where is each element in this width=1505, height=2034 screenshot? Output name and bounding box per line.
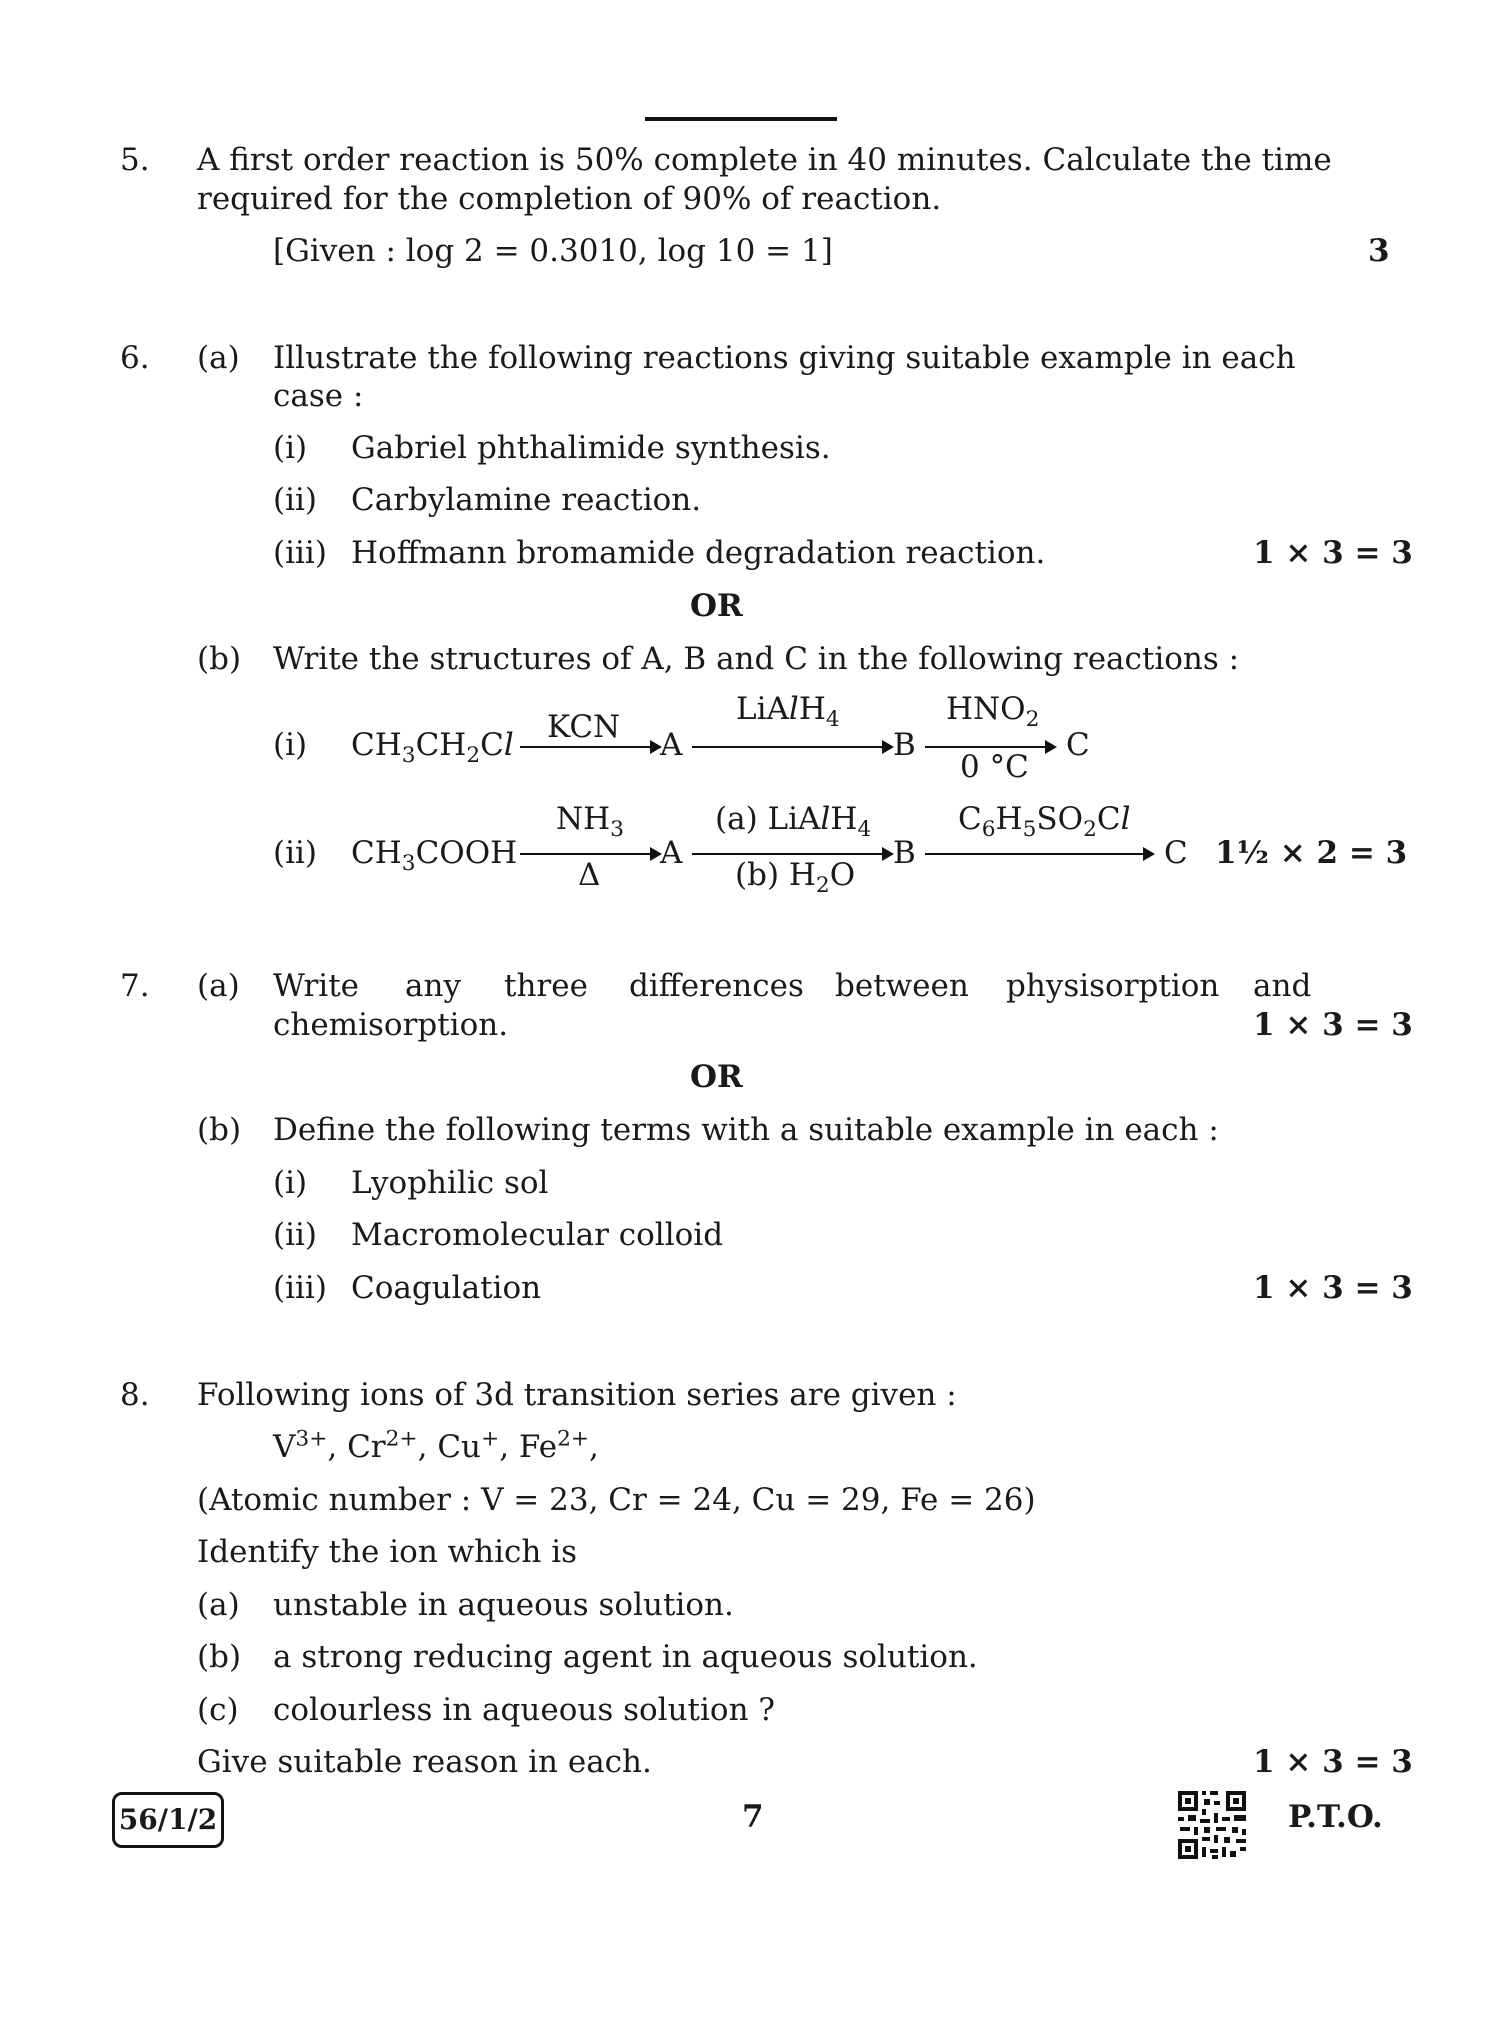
q7b-i-text: Lyophilic sol	[351, 1165, 549, 1201]
q7b-ii-text: Macromolecular colloid	[351, 1217, 724, 1253]
q7b-iii-label: (iii)	[273, 1270, 327, 1306]
q5-given: [Given : log 2 = 0.3010, log 10 = 1]	[273, 233, 833, 269]
q6b-marks: 1½ × 2 = 3	[1215, 835, 1408, 871]
reaction-arrow	[692, 746, 892, 748]
q5-line2: required for the completion of 90% of reaction.	[197, 181, 942, 217]
q7b-ii-label: (ii)	[273, 1217, 318, 1253]
q6a-ii-label: (ii)	[273, 482, 318, 518]
q7b-marks: 1 × 3 = 3	[1253, 1270, 1413, 1306]
q6b-reaction2-reagent1-top: $NH_3$	[556, 801, 624, 843]
q6b-text: Write the structures of A, B and C in the following reactions :	[273, 641, 1240, 677]
q8-line1: Following ions of 3d transition series are given :	[197, 1377, 957, 1413]
q5-line1: A first order reaction is 50% complete in 40 minutes. Calculate the time	[197, 142, 1332, 178]
q7a-line2: chemisorption.	[273, 1007, 509, 1043]
q6a-i-text: Gabriel phthalimide synthesis.	[351, 430, 831, 466]
q6a-ii-text: Carbylamine reaction.	[351, 482, 702, 518]
q6b-reaction1-B: B	[893, 727, 916, 763]
q6b-reaction2-reagent3: $C_6H_5SO_2Cl$	[958, 801, 1131, 843]
q6b-reaction1-C: C	[1066, 727, 1090, 763]
q6a-marks: 1 × 3 = 3	[1253, 535, 1413, 571]
q8-c-text: colourless in aqueous solution ?	[273, 1692, 776, 1728]
q6b-reaction1-reactant: $CH_3CH_2Cl$	[351, 727, 514, 769]
reaction-arrow	[692, 853, 892, 855]
q7b-text: Define the following terms with a suitable example in each :	[273, 1112, 1219, 1148]
q6b-reaction1-reagent3-bottom: 0 °C	[960, 749, 1029, 785]
q8-identify: Identify the ion which is	[197, 1534, 578, 1570]
q6b-reaction2-reagent2-bottom: (b) $H_2O$	[735, 857, 856, 899]
q7a-word-7: and	[1253, 968, 1312, 1004]
q5-number: 5.	[120, 142, 150, 178]
qr-code-icon	[1176, 1789, 1248, 1861]
top-rule	[645, 117, 837, 121]
q8-atomic-numbers: (Atomic number : V = 23, Cr = 24, Cu = 29, Fe = 26)	[197, 1482, 1036, 1518]
q8-b-label: (b)	[197, 1639, 242, 1675]
q7a-word-6: physisorption	[1006, 968, 1220, 1004]
q6b-reaction2-reagent1-bottom: Δ	[578, 857, 601, 893]
reaction-arrow	[925, 853, 1153, 855]
q6b-reaction1-label: (i)	[273, 727, 308, 763]
q6-number: 6.	[120, 340, 150, 376]
reaction-arrow	[520, 853, 660, 855]
q6a-iii-label: (iii)	[273, 535, 327, 571]
q8-reason: Give suitable reason in each.	[197, 1744, 652, 1780]
q6a-iii-text: Hoffmann bromamide degradation reaction.	[351, 535, 1046, 571]
q6b-reaction2-A: A	[660, 835, 683, 871]
q6b-reaction2-reagent2-bottom-prefix: (b) H	[735, 857, 816, 893]
q5-marks: 3	[1368, 233, 1390, 269]
q8-b-text: a strong reducing agent in aqueous solution.	[273, 1639, 978, 1675]
q6b-reaction2-label: (ii)	[273, 835, 318, 871]
q6a-line1: Illustrate the following reactions giving suitable example in each	[273, 340, 1296, 376]
q6b-reaction2-reactant: $CH_3COOH$	[351, 835, 518, 877]
q7a-word-2: any	[405, 968, 461, 1004]
q6a-line2: case :	[273, 378, 364, 414]
q7a-marks: 1 × 3 = 3	[1253, 1007, 1413, 1043]
q6a-label: (a)	[197, 340, 240, 376]
q6b-reaction2-reagent2-top-prefix: (a) LiA	[715, 801, 821, 837]
q6b-reaction1-reagent3-top: $HNO_2$	[946, 691, 1040, 733]
q7b-label: (b)	[197, 1112, 242, 1148]
q8-number: 8.	[120, 1377, 150, 1413]
q7a-label: (a)	[197, 968, 240, 1004]
q7-number: 7.	[120, 968, 150, 1004]
q6b-label: (b)	[197, 641, 242, 677]
q8-ions: $V^{3+}$, $Cr^{2+}$, Cu+, $Fe^{2+}$,	[273, 1426, 599, 1465]
paper-code: 56/1/2	[112, 1792, 224, 1848]
q8-a-text: unstable in aqueous solution.	[273, 1587, 734, 1623]
q7a-word-1: Write	[273, 968, 360, 1004]
q7a-word-5: between	[835, 968, 969, 1004]
q7b-iii-text: Coagulation	[351, 1270, 542, 1306]
q7-or: OR	[690, 1059, 743, 1095]
q8-marks: 1 × 3 = 3	[1253, 1744, 1413, 1780]
reaction-arrow	[520, 746, 660, 748]
q6b-reaction2-B: B	[893, 835, 916, 871]
q6a-i-label: (i)	[273, 430, 308, 466]
q7a-word-3: three	[504, 968, 588, 1004]
q6b-reaction2-reagent2-top: (a) LiAlH$_4$	[715, 801, 872, 843]
pto-label: P.T.O.	[1288, 1799, 1383, 1835]
q6b-reaction1-reagent2: LiAlH$_4$	[736, 691, 840, 733]
q7b-i-label: (i)	[273, 1165, 308, 1201]
q6b-reaction1-reagent1: KCN	[547, 709, 621, 745]
q6-or: OR	[690, 588, 743, 624]
q8-c-label: (c)	[197, 1692, 239, 1728]
q6b-reaction2-C: C	[1164, 835, 1188, 871]
q8-a-label: (a)	[197, 1587, 240, 1623]
q6b-reaction1-A: A	[660, 727, 683, 763]
q7a-word-4: differences	[629, 968, 804, 1004]
page-number: 7	[742, 1799, 764, 1835]
